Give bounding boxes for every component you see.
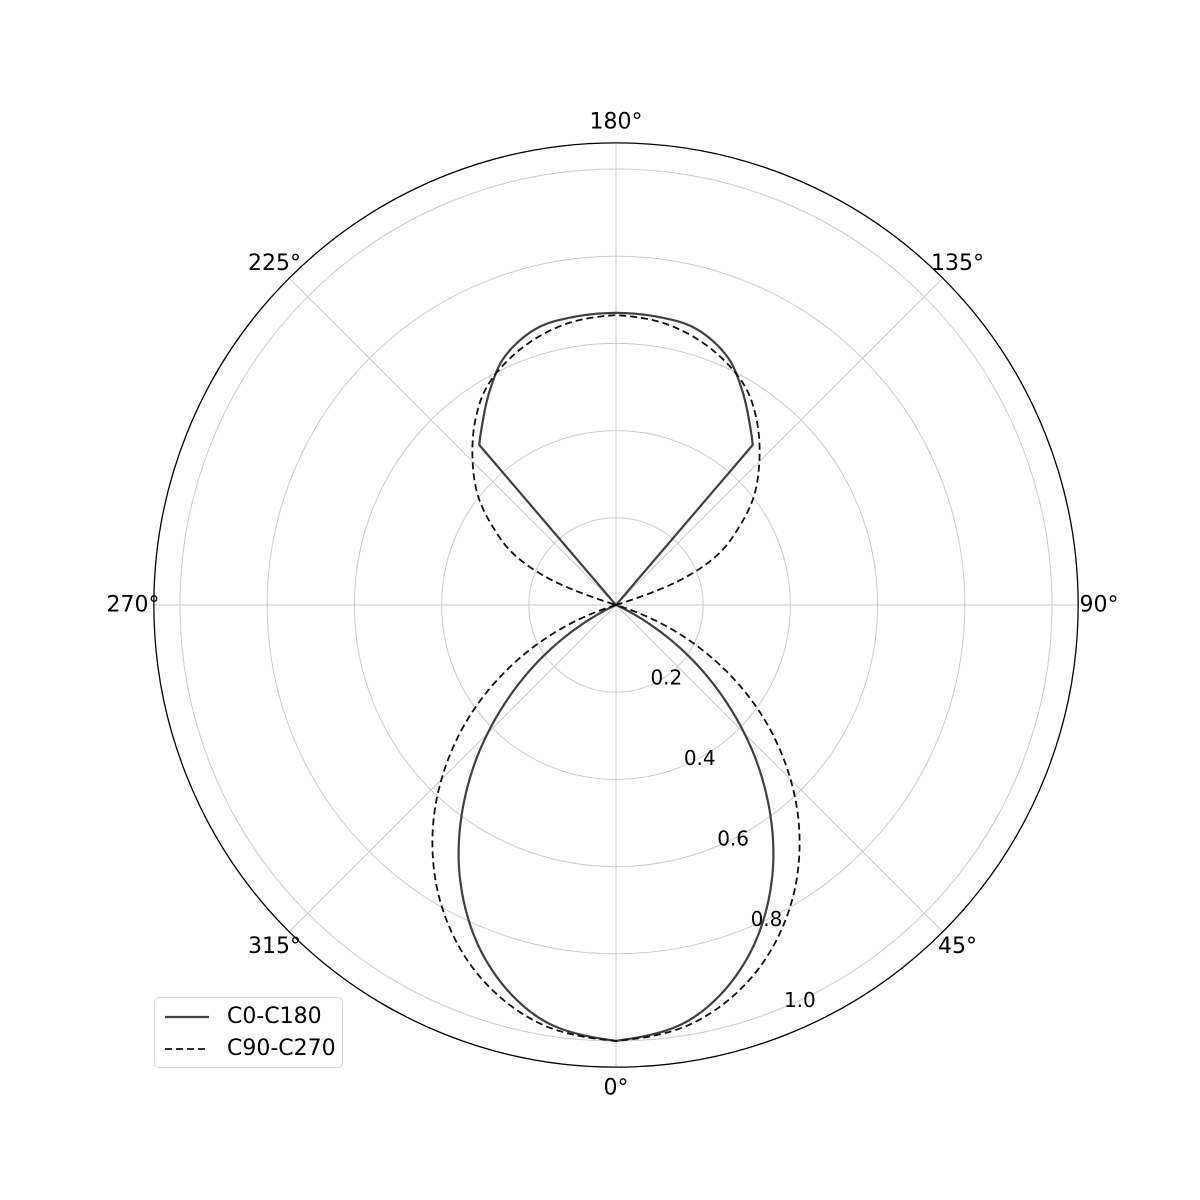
angle-tick-label: 90° xyxy=(1079,592,1119,618)
angle-tick-label: 0° xyxy=(603,1075,629,1101)
angle-tick-label: 180° xyxy=(589,109,643,135)
angle-tick-label: 135° xyxy=(931,250,985,276)
dashed-line-icon xyxy=(164,1046,210,1052)
grid-spoke xyxy=(289,605,616,932)
radius-tick-label: 1.0 xyxy=(783,987,816,1012)
angle-tick-label: 225° xyxy=(247,250,301,276)
angle-tick-label: 45° xyxy=(938,934,978,960)
legend-item-c90-c270 xyxy=(164,1035,336,1063)
radius-tick-label: 0.8 xyxy=(750,907,783,932)
grid-spoke xyxy=(616,605,943,932)
legend-item-c0-c180 xyxy=(164,1003,332,1031)
grid-spoke xyxy=(616,278,943,605)
legend-label: C0-C180 xyxy=(227,1004,322,1029)
legend xyxy=(154,997,343,1068)
radius-tick-label: 0.4 xyxy=(683,746,716,771)
radius-tick-label: 0.2 xyxy=(650,665,683,690)
angle-tick-label: 270° xyxy=(106,592,160,618)
grid-spoke xyxy=(289,278,616,605)
radius-tick-label: 0.6 xyxy=(717,826,750,851)
legend-label: C90-C270 xyxy=(227,1036,336,1061)
angle-tick-label: 315° xyxy=(247,934,301,960)
solid-line-icon xyxy=(164,1014,210,1020)
